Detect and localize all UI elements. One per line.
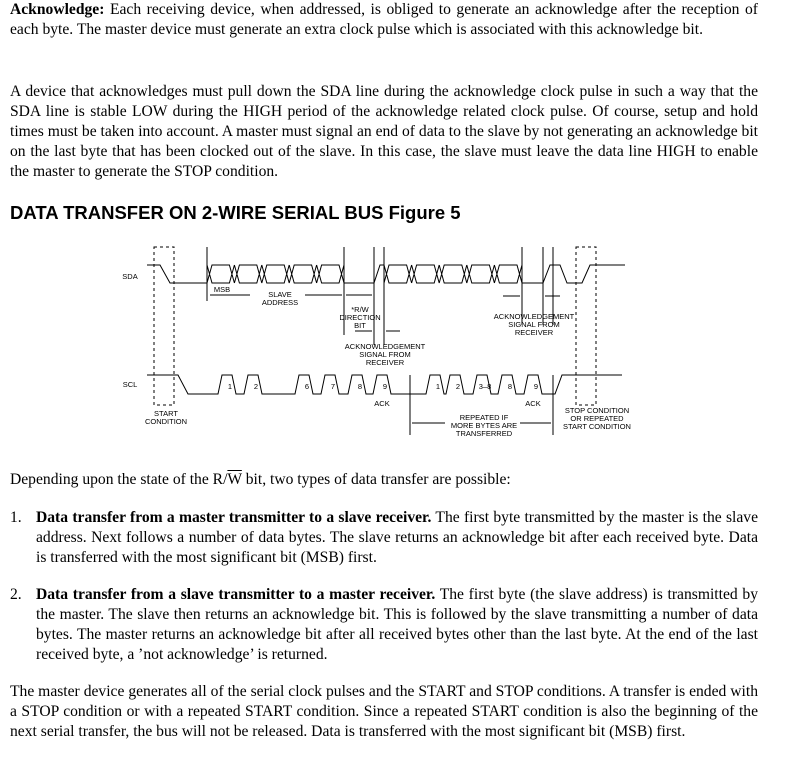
ack-signal-label: ACKNOWLEDGEMENT (344, 342, 426, 351)
stop-label: OR REPEATED (570, 414, 624, 423)
clock-pulse-label: 1 (435, 382, 441, 391)
clock-pulse-label: 2 (253, 382, 259, 391)
list-item (10, 585, 758, 665)
section-heading (10, 202, 461, 224)
ack-signal-label: SIGNAL FROM (508, 320, 560, 329)
list-lead: Data transfer from a master transmitter to a slave receiver. (36, 509, 432, 526)
start-label: CONDITION (144, 417, 188, 426)
list-text: The first byte transmitted by the master is the slave address. Next follows a number of data bytes. The slave returns an acknowledge bit after each received byte. Data is transferred with the most significant bit (MSB) first. (36, 509, 758, 566)
clock-pulse-label: 9 (382, 382, 388, 391)
list-item (10, 508, 758, 568)
clock-pulse-label: 7 (330, 382, 336, 391)
scl-label: SCL (122, 380, 138, 389)
repeated-label: REPEATED IF (459, 413, 509, 422)
list-number: 2. (10, 586, 22, 603)
clock-pulse-label: 8 (357, 382, 363, 391)
clock-pulse-label: 1 (227, 382, 233, 391)
ack-signal-label: SIGNAL FROM (359, 350, 411, 359)
rw-label: *R/W (351, 305, 369, 314)
stop-label: STOP CONDITION (564, 406, 630, 415)
ack-label: ACK (374, 399, 390, 408)
ack-signal-label: RECEIVER (514, 328, 554, 337)
msb-label: MSB (213, 285, 231, 294)
master-paragraph: The master device generates all of the serial clock pulses and the START and STOP conditions. A transfer is ended with a STOP condition or with a repeated START condition. Since a repeated START condition is also the beginning of the next serial transfer, the bus will not be released. Data is transferred with the most significant bit (MSB) first. (10, 683, 758, 740)
heading-bold: DATA TRANSFER ON 2-WIRE SERIAL BUS (10, 202, 384, 223)
clock-pulse-label: 6 (304, 382, 310, 391)
repeated-label: MORE BYTES ARE (450, 421, 518, 430)
ack-signal-label: ACKNOWLEDGEMENT (493, 312, 575, 321)
text: Each receiving device, when addressed, is obliged to generate an acknowledge after the reception of each byte. The master device must generate an extra clock pulse which is associated with this acknowledge bit. (10, 1, 758, 38)
clock-pulse-label: 3–8 (478, 382, 492, 391)
clock-pulse-label: 2 (455, 382, 461, 391)
ack-label: ACK (525, 399, 541, 408)
stop-label: START CONDITION (563, 422, 631, 431)
slave-address-label: ADDRESS (261, 298, 299, 307)
list-lead: Data transfer from a slave transmitter to a master receiver. (36, 586, 436, 603)
heading-figure: Figure 5 (383, 202, 461, 223)
timing-diagram (0, 235, 786, 450)
list-text: The first byte (the slave address) is transmitted by the master. The slave then returns an acknowledge bit. This is followed by the slave transmitting a number of data bytes. The master returns an acknowledge bit after all received bytes other than the last byte. At the end of the last received byte, a ’not acknowledge’ is returned. (36, 586, 758, 663)
rw-label: BIT (354, 321, 366, 330)
rw-paragraph (10, 470, 758, 490)
list-number: 1. (10, 509, 22, 526)
term: Acknowledge: (10, 1, 105, 18)
sda-label: SDA (122, 272, 138, 281)
start-label: START (154, 409, 178, 418)
ack-signal-label: RECEIVER (365, 358, 405, 367)
rw-label: DIRECTION (339, 313, 381, 322)
clock-pulse-label: 9 (533, 382, 539, 391)
text: Depending upon the state of the R/ (10, 471, 228, 488)
overline-w: $\overline{W}$ (227, 471, 242, 488)
slave-address-label: SLAVE (268, 290, 292, 299)
clock-pulse-label: 8 (507, 382, 513, 391)
sda-paragraph: A device that acknowledges must pull down the SDA line during the acknowledge clock pulse in such a way that the SDA line is stable LOW during the HIGH period of the acknowledge related clock pulse. Of course, setup and hold times must be taken into account. A master must signal an end of data to the slave by not generating an acknowledge bit on the last byte that has been clocked out of the slave. In this case, the slave must leave the data line HIGH to enable the master to generate the STOP condition. (10, 83, 758, 180)
acknowledge-paragraph (10, 0, 758, 40)
repeated-label: TRANSFERRED (455, 429, 513, 438)
text: bit, two types of data transfer are possible: (241, 471, 511, 488)
